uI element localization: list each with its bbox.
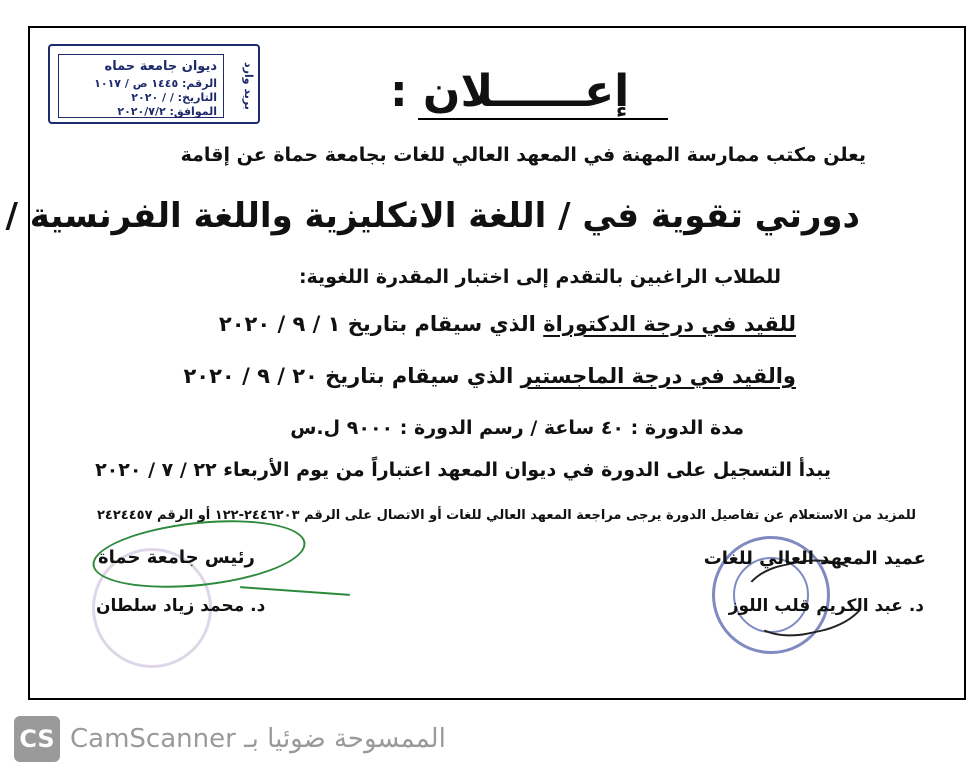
announcement-title: إعــــــلان : (390, 66, 630, 117)
president-name: د. محمد زياد سلطان (96, 596, 266, 616)
contact-info: للمزيد من الاستعلام عن تفاصيل الدورة يرجى مراجعة المعهد العالي للغات أو الاتصال على الرقم ٢٤٤٦٢٠٣-١٢٢ أو الرقم ٢٤٢٤٤٥٧ (96, 508, 916, 523)
president-title: رئيس جامعة حماة (98, 547, 255, 568)
masters-label: والقيد في درجة الماجستير (520, 364, 796, 388)
course-duration-fee: مدة الدورة : ٤٠ ساعة / رسم الدورة : ٩٠٠٠ ل.س (290, 417, 744, 439)
stamp-row-hijri: الموافق: ٢٠٢٠/٧/٢ (117, 105, 217, 118)
masters-line (183, 364, 796, 388)
masters-date: الذي سيقام بتاريخ ٢٠ / ٩ / ٢٠٢٠ (183, 364, 521, 388)
stamp-title: ديوان جامعة حماه (104, 59, 217, 74)
intro-line: يعلن مكتب ممارسة المهنة في المعهد العالي للغات بجامعة حماة عن إقامة (180, 144, 866, 166)
course-headline: دورتي تقوية في / اللغة الانكليزية واللغة الفرنسية / (5, 196, 860, 236)
incoming-mail-stamp (48, 44, 260, 124)
dean-name: د. عبد الكريم قلب اللوز (728, 596, 924, 616)
doctorate-date: الذي سيقام بتاريخ ١ / ٩ / ٢٠٢٠ (218, 312, 544, 336)
stamp-inner-box (58, 54, 224, 118)
target-students-line: للطلاب الراغبين بالتقدم إلى اختبار المقدرة اللغوية: (298, 266, 781, 288)
stamp-row-number: الرقم: ١٤٤٥ ص / ١٠١٧ (94, 77, 217, 90)
stamp-side-label: بريد وارد (242, 62, 255, 110)
doctorate-label: للقيد في درجة الدكتوراة (543, 312, 796, 336)
camscanner-watermark: CamScanner الممسوحة ضوئيا بـ (70, 724, 446, 754)
camscanner-logo-icon: CS (14, 716, 60, 762)
doctorate-line (219, 312, 796, 336)
registration-start: يبدأ التسجيل على الدورة في ديوان المعهد اعتباراً من يوم الأربعاء ٢٢ / ٧ / ٢٠٢٠ (95, 459, 831, 481)
title-underline (418, 118, 668, 120)
dean-title: عميد المعهد العالي للغات (703, 548, 926, 569)
stamp-row-date: التاريخ: / / ٢٠٢٠ (131, 91, 217, 104)
